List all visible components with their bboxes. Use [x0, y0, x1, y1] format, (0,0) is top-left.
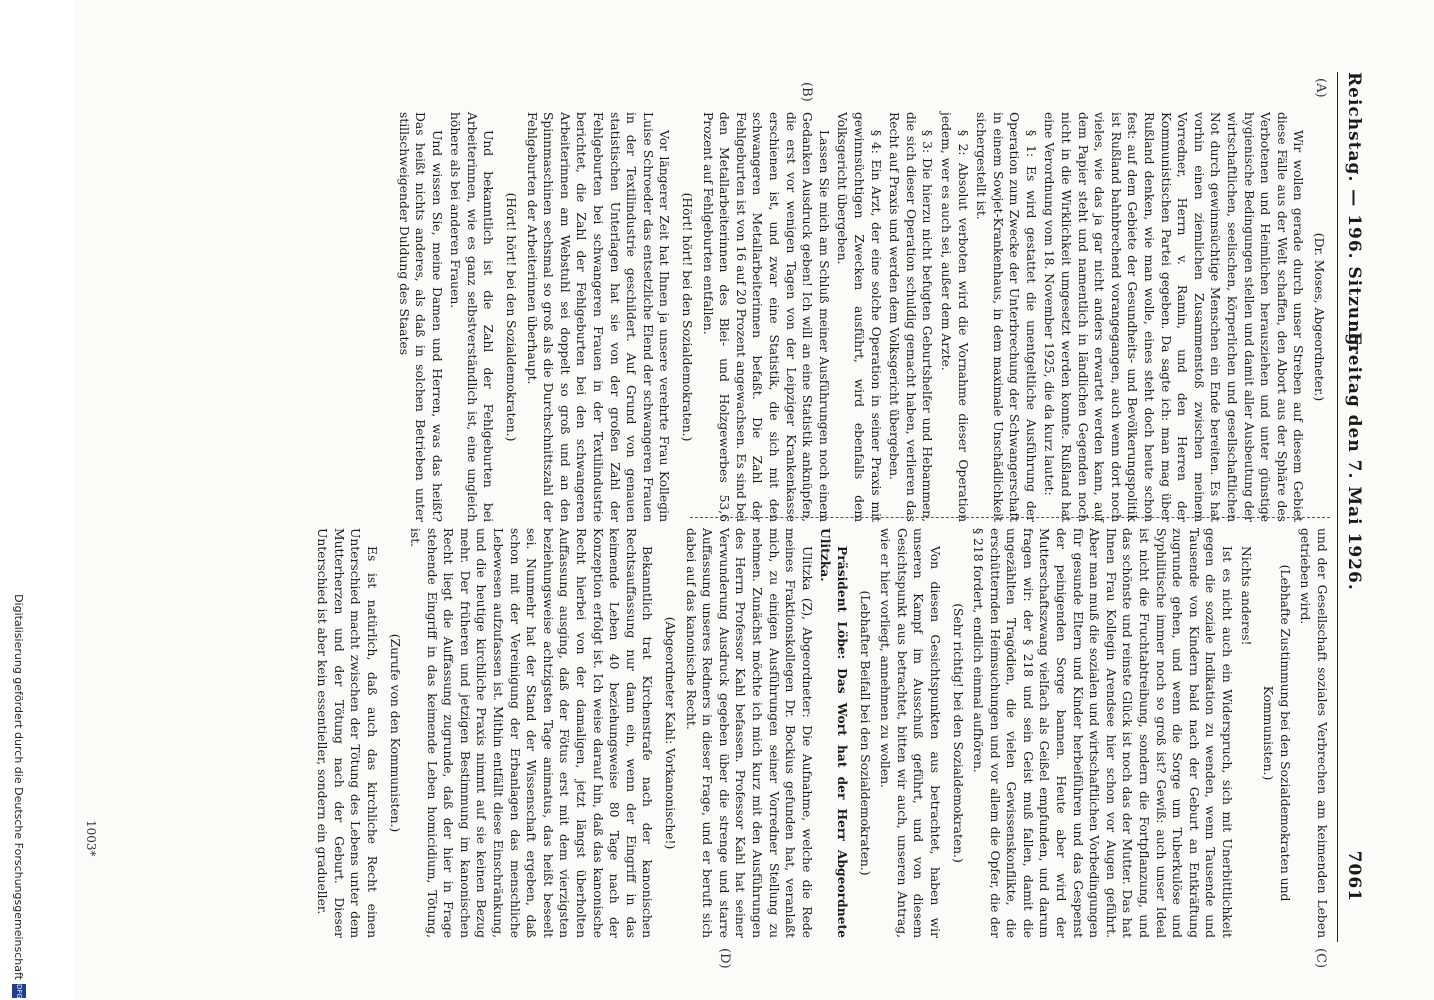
- digitization-footer: [0, 0, 36, 1000]
- president-line: Präsident Löbe: Das Wort hat der Herr Abgeordnete Ulitzka.: [818, 528, 850, 938]
- header-center: Freitag den 7. Mai 1926.: [1344, 332, 1364, 591]
- interjection: (Hört! hört! bei den Sozialdemokraten.): [504, 192, 519, 442]
- paragraph: Nichts anderes!: [1238, 546, 1253, 646]
- left-column: [393, 112, 1330, 522]
- margin-marker-a: (A): [1313, 78, 1328, 98]
- page-header: [1337, 72, 1368, 942]
- paragraph: Bekanntlich trat Kirchenstrafe nach der kanonischen Rechtsauffassung nur dann ein, wenn der Eingriff in das keimende Leben 40 beziehungsweise 80 Tage nach der Konzeption erfolgt ist. Ich weise darauf hin, daß das kanonische Recht hierbei von der damaligen, jetzt längst überholten Auffassung ausging, daß der Fötus erst mit dem vierzigsten beziehungsweise achtzigsten Tage animatus, das heißt beseelt sei. Nunmehr hat der Stand der Wissenschaft ergeben, daß schon mit der Vereinigung der Erbanlagen das menschliche Lebewesen aufzufassen ist. Mithin entfällt diese Einschränkung, und die heutige kirchliche Praxis nimmt auf sie keinen Bezug mehr. Der früheren und jetzigen Bestimmung im kanonischen Recht liegt die Auffassung zugrunde, daß der hier in Frage stehende Eingriff in das keimende Leben homicidium, Tötung, ist.: [408, 528, 655, 938]
- section-3: § 3: Die hierzu nicht befugten Geburtshelfer und Hebammen, die sich dieser Operation schuldig gemacht haben, verlieren das Recht auf Praxis und werden dem Volksgericht übergeben.: [887, 112, 935, 522]
- interjection: (Hört! hört! bei den Sozialdemokraten.): [680, 192, 695, 442]
- page-number: 1003*: [84, 820, 98, 857]
- section-2: § 2: Absolut verboten wird die Vornahme dieser Operation jedem, wer es auch sei, außer dem Arzte.: [938, 112, 970, 522]
- paragraph: Ulitzka (Z), Abgeordneter: Die Aufnahme, welche die Rede meines Fraktionskollegen Dr. Bockius gefunden hat, veranlaßt mich, zu einigen Ausführungen seiner Vorredner Stellung zu nehmen. Zunächst möchte ich mich kurz mit den Ausführungen des Herrn Professor Kahl befassen. Professor Kahl hat seiner Verwunderung Ausdruck gegeben über die strenge und starre Auffassung unseres Redners in dieser Frage, und er beruft sich dabei auf das kanonische Recht.: [683, 528, 814, 938]
- margin-marker-b: (B): [799, 82, 814, 102]
- margin-marker-d: (D): [717, 948, 732, 969]
- section-1: § 1: Es wird gestattet die unentgeltliche Ausführung der Operation zum Zwecke der Unterbrechung der Schwangerschaft in einem Sowjet-Krankenhaus, in dem maximale Unschädlichkeit sichergestellt ist.: [974, 112, 1038, 522]
- right-column: [312, 528, 1330, 938]
- interjection: (Lebhafter Beifall bei den Sozialdemokraten.): [857, 590, 872, 876]
- paragraph: Lassen Sie mich am Schluß meiner Ausführungen noch einem Gedanken Ausdruck geben! Ich will an eine Statistik anknüpfen, die erst vor wenigen Tagen von der Leipziger Krankenkasse erschienen ist, und zwar eine Statistik, die sich mit den schwangeren Metallarbeiterinnen befaßt. Die Zahl der Fehlgeburten ist von 16 auf 20 Prozent angewachsen. Es sind bei den Metallarbeiterinnen des Blei- und Holzgewerbes 53,6 Prozent auf Fehlgeburten entfallen.: [700, 112, 831, 522]
- section-4: § 4: Ein Arzt, der eine solche Operation in seiner Praxis mit gewinnsüchtigen Zwecken ausführt, wird ebenfalls dem Volksgericht übergeben.: [835, 112, 883, 522]
- paragraph: Und wissen Sie, meine Damen und Herren, was das heißt? Das heißt nichts anderes, als daß in solchen Betrieben unter stillschweigender Duldung des Staates: [396, 112, 444, 522]
- interjection: (Sehr richtig! bei den Sozialdemokraten.): [950, 603, 965, 863]
- column-divider: [690, 517, 1330, 518]
- margin-marker-c: (C): [1313, 948, 1328, 969]
- footer-text: Digitalisierung gefördert durch die Deutsche Forschungsgemeinschaft: [12, 594, 25, 980]
- paragraph: Von diesen Gesichtspunkten aus betrachtet, haben wir unseren Kampf im Ausschuß geführt, und von diesem Gesichtspunkt aus betrachtet, bitten wir auch, unseren Antrag, wie er hier vorliegt, annehmen zu wollen.: [878, 528, 942, 938]
- paragraph: Es ist natürlich, daß auch das kirchliche Recht einen Unterschied macht zwischen der Tötung des Lebens unter dem Mutterherzen und der Tötung nach der Geburt. Dieser Unterschied ist aber kein essentieller, sondern ein gradueller.: [315, 528, 379, 938]
- interjection: (Abgeordneter Kahl: Vorkanonische!): [663, 616, 678, 850]
- paragraph: Und bekanntlich ist die Zahl der Fehlgeburten bei Arbeiterinnen, wie es ganz selbstverständlich ist, eine ungleich höhere als bei anderen Frauen.: [448, 112, 496, 522]
- dfg-logo-icon: DFG: [12, 984, 26, 998]
- header-left: Reichstag. — 196. Sitzung.: [1344, 72, 1364, 354]
- interjection: (Zurufe von den Kommunisten.): [387, 633, 402, 833]
- header-page-number: 7061: [1344, 850, 1364, 902]
- interjection: (Lebhafte Zustimmung bei den Sozialdemokraten und Kommunisten.): [1261, 564, 1292, 902]
- paragraph: Wir wollen gerade durch unser Streben auf diesem Gebiet diese Fälle aus der Welt schaffen, den Abort aus der Sphäre des Verbotenen und Heimlichen herausziehen und unter günstige hygienische Bedingungen stellen und damit aller Ausbeutung der wirtschaftlichen, seelischen, körperlichen und gesellschaftlichen Not durch gewinnsüchtige Menschen ein Ende bereiten. Es hat vorhin einen ziemlichen Zusammenstoß zwischen meinem Vorredner, Herrn v. Ramin, und den Herren der Kommunistischen Partei gegeben. Da sagte ich: man mag über Rußland denken, wie man wolle, eines steht doch heute schon fest: auf dem Gebiete der Gesundheits- und Bevölkerungspolitik ist Rußland bahnbrechend vorangegangen, auch wenn dort noch vieles, wie das ja gar nicht anders erwartet werden kann, auf dem Papier steht und namentlich in ländlichen Gegenden noch nicht in die Wirklichkeit umgesetzt werden konnte. Rußland hat eine Verordnung vom 18. November 1925, die da kurz lautet:: [1042, 112, 1306, 522]
- speaker-line: (Dr. Moses, Abgeordneter.): [1312, 232, 1326, 402]
- paragraph: Ist es nicht auch ein Widerspruch, sich mit Unerbittlichkeit gegen die soziale Indikation zu wenden, wenn Tausende und Tausende von Kindern bald nach der Geburt an Entkräftung zugrunde gehen, und wenn die Sorge um Tuberkulöse und Syphilitische immer noch so groß ist? Gewiß: auch unser Ideal ist nicht die Fruchtabtreibung, sondern die Fortpflanzung, und das schönste und reinste Glück ist noch das der Mutter. Das hat Ihnen Frau Kollegin Arendsee hier schon vor Augen geführt. Aber man muß die sozialen und wirtschaftlichen Vorbedingungen für gesunde Eltern und Kinder herbeiführen und das Gespenst der peinigenden Sorge bannen. Heute aber wird der Mutterschaftszwang vielfach als Geißel empfunden, und darum fragen wir: der § 218 und sein Geist muß fallen, damit die ungezählten Tragödien, die vielen Gewissenskonflikte, die erschütternden Heimsuchungen und vor allem die Opfer, die der § 218 fordert, endlich einmal aufhören.: [971, 528, 1235, 938]
- scanned-paper: [74, 0, 1434, 1000]
- paragraph: Vor längerer Zeit hat Ihnen ja unsere verehrte Frau Kollegin Luise Schroeder das entsetzliche Elend der schwangeren Frauen in der Textilindustrie geschildert. Auf Grund von genauen statistischen Unterlagen hat sie von der großen Zahl der Fehlgeburten bei schwangeren Frauen in der Textilindustrie berichtet, die Zahl der Fehlgeburten bei den schwangeren Arbeiterinnen am Webstuhl sei doppelt so groß und an den Spinnmaschinen sechsmal so groß als die Durchschnittszahl der Fehlgeburten der Arbeiterinnen überhaupt.: [524, 112, 672, 522]
- paragraph: und der Gesellschaft soziales Verbrechen am keimenden Leben getrieben wird.: [1298, 528, 1329, 938]
